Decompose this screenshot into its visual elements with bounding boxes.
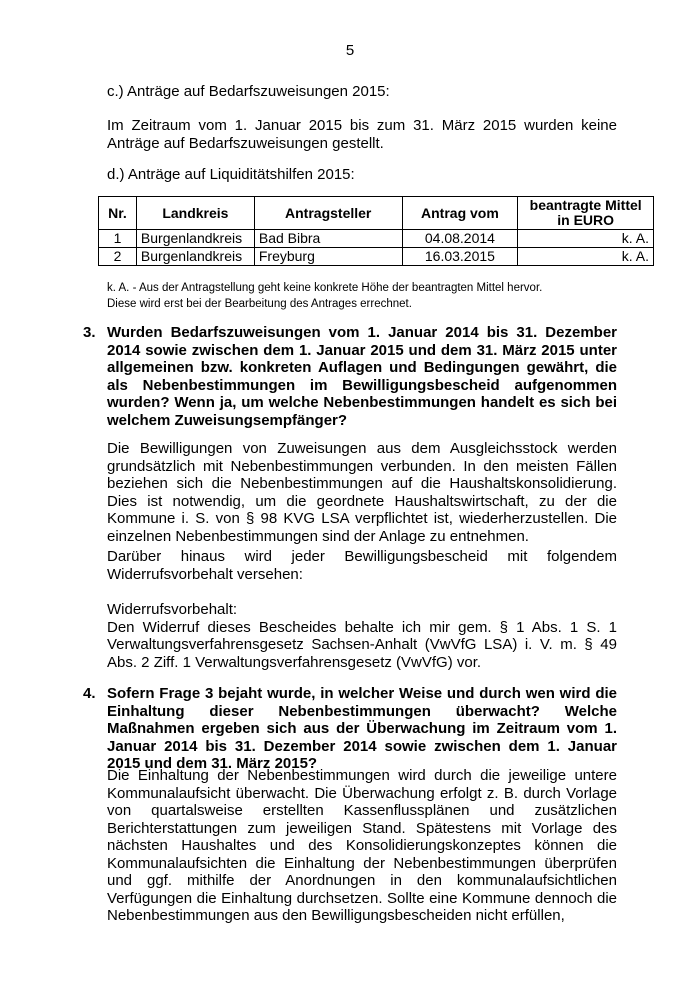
section-c-heading: c.) Anträge auf Bedarfszuweisungen 2015: (107, 83, 390, 100)
header-antragsteller: Antragsteller (254, 197, 402, 230)
header-beantragte-mittel: beantragte Mittel in EURO (518, 197, 654, 230)
cell-mittel: k. A. (518, 230, 654, 248)
question-4-answer-paragraph-1: Die Einhaltung der Nebenbestimmungen wird durch die jeweilige untere Kommunalaufsicht überwacht. Die Überwachung erfolgt z. B. durch Vorlage von quartalsweise erstellten Kassenflussplänen und zusätzlichen Berichterstattungen zum jeweiligen Stand. Spätestens mit Vorlage des nächsten Haushaltes und des Konsolidierungskonzeptes können die Kommunalaufsichten die Einhaltung der Nebenbestimmungen überprüfen und ggf. mithilfe der Anordnungen in den kommunalaufsichtlichen Verfügungen die Einhaltung durchsetzen. Sollte eine Kommune dennoch die Nebenbestimmungen aus den Bewilligungsbescheiden nicht erfüllen, (107, 767, 617, 924)
liquidity-aid-table (98, 196, 654, 266)
cell-nr: 1 (99, 230, 137, 248)
page-number: 5 (345, 42, 355, 59)
cell-antragsteller: Bad Bibra (254, 230, 402, 248)
question-3-answer-paragraph-1: Die Bewilligungen von Zuweisungen aus dem Ausgleichsstock werden grundsätzlich mit Nebenbestimmungen verbunden. In den meisten Fällen beziehen sich die Nebenbestimmungen auf die Haushaltskonsolidierung. Dies ist notwendig, um die geordnete Haushaltswirtschaft, zu der die Kommune i. S. von § 98 KVG LSA verpflichtet ist, wiederherzustellen. Die einzelnen Nebenbestimmungen sind der Anlage zu entnehmen. (107, 440, 617, 545)
question-4-text: Sofern Frage 3 bejaht wurde, in welcher Weise und durch wen wird die Einhaltung dieser Nebenbestimmungen überwacht? Welche Maßnahmen ergeben sich aus der Überwachung im Zeitraum vom 1. Januar 2014 bis 31. Dezember 2014 sowie zwischen dem 1. Januar 2015 und dem 31. März 2015? (107, 685, 617, 772)
cell-mittel: k. A. (518, 248, 654, 266)
footnote-line-1: k. A. - Aus der Antragstellung geht keine konkrete Höhe der beantragten Mittel hervor. (107, 282, 543, 294)
widerrufsvorbehalt-body: Den Widerruf dieses Bescheides behalte ich mir gem. § 1 Abs. 1 S. 1 Verwaltungsverfahrensgesetz Sachsen-Anhalt (VwVfG LSA) i. V. m. § 49 Abs. 2 Ziff. 1 Verwaltungsverfahrensgesetz (VwVfG) vor. (107, 618, 617, 671)
cell-antrag-vom: 04.08.2014 (402, 230, 518, 248)
cell-landkreis: Burgenlandkreis (136, 230, 254, 248)
table-row (99, 230, 654, 248)
section-c-text: Im Zeitraum vom 1. Januar 2015 bis zum 31. März 2015 wurden keine Anträge auf Bedarfszuweisungen gestellt. (107, 117, 617, 152)
table-row (99, 248, 654, 266)
question-3-answer-paragraph-2: Darüber hinaus wird jeder Bewilligungsbescheid mit folgendem Widerrufsvorbehalt versehen: (107, 548, 617, 583)
section-d-heading: d.) Anträge auf Liquiditätshilfen 2015: (107, 166, 355, 183)
header-landkreis: Landkreis (136, 197, 254, 230)
cell-landkreis: Burgenlandkreis (136, 248, 254, 266)
cell-nr: 2 (99, 248, 137, 266)
header-nr: Nr. (99, 197, 137, 230)
cell-antrag-vom: 16.03.2015 (402, 248, 518, 266)
table-footnote (107, 280, 627, 312)
question-3-number: 3. (83, 324, 96, 341)
footnote-line-2: Diese wird erst bei der Bearbeitung des Antrages errechnet. (107, 298, 412, 310)
cell-antragsteller: Freyburg (254, 248, 402, 266)
header-antrag-vom: Antrag vom (402, 197, 518, 230)
widerrufsvorbehalt-title: Widerrufsvorbehalt: (107, 601, 238, 618)
question-3-text: Wurden Bedarfszuweisungen vom 1. Januar 2014 bis 31. Dezember 2014 sowie zwischen dem 1. Januar 2015 und dem 31. März 2015 unter allgemeinen bzw. konkreten Auflagen und Bedingungen gewährt, die als Nebenbestimmungen im Bewilligungsbescheid aufgenommen wurden? Wenn ja, um welche Nebenbestimmungen handelt es sich bei welchem Zuweisungsempfänger? (107, 324, 617, 429)
question-4-number: 4. (83, 685, 96, 702)
table-header-row (99, 197, 654, 230)
